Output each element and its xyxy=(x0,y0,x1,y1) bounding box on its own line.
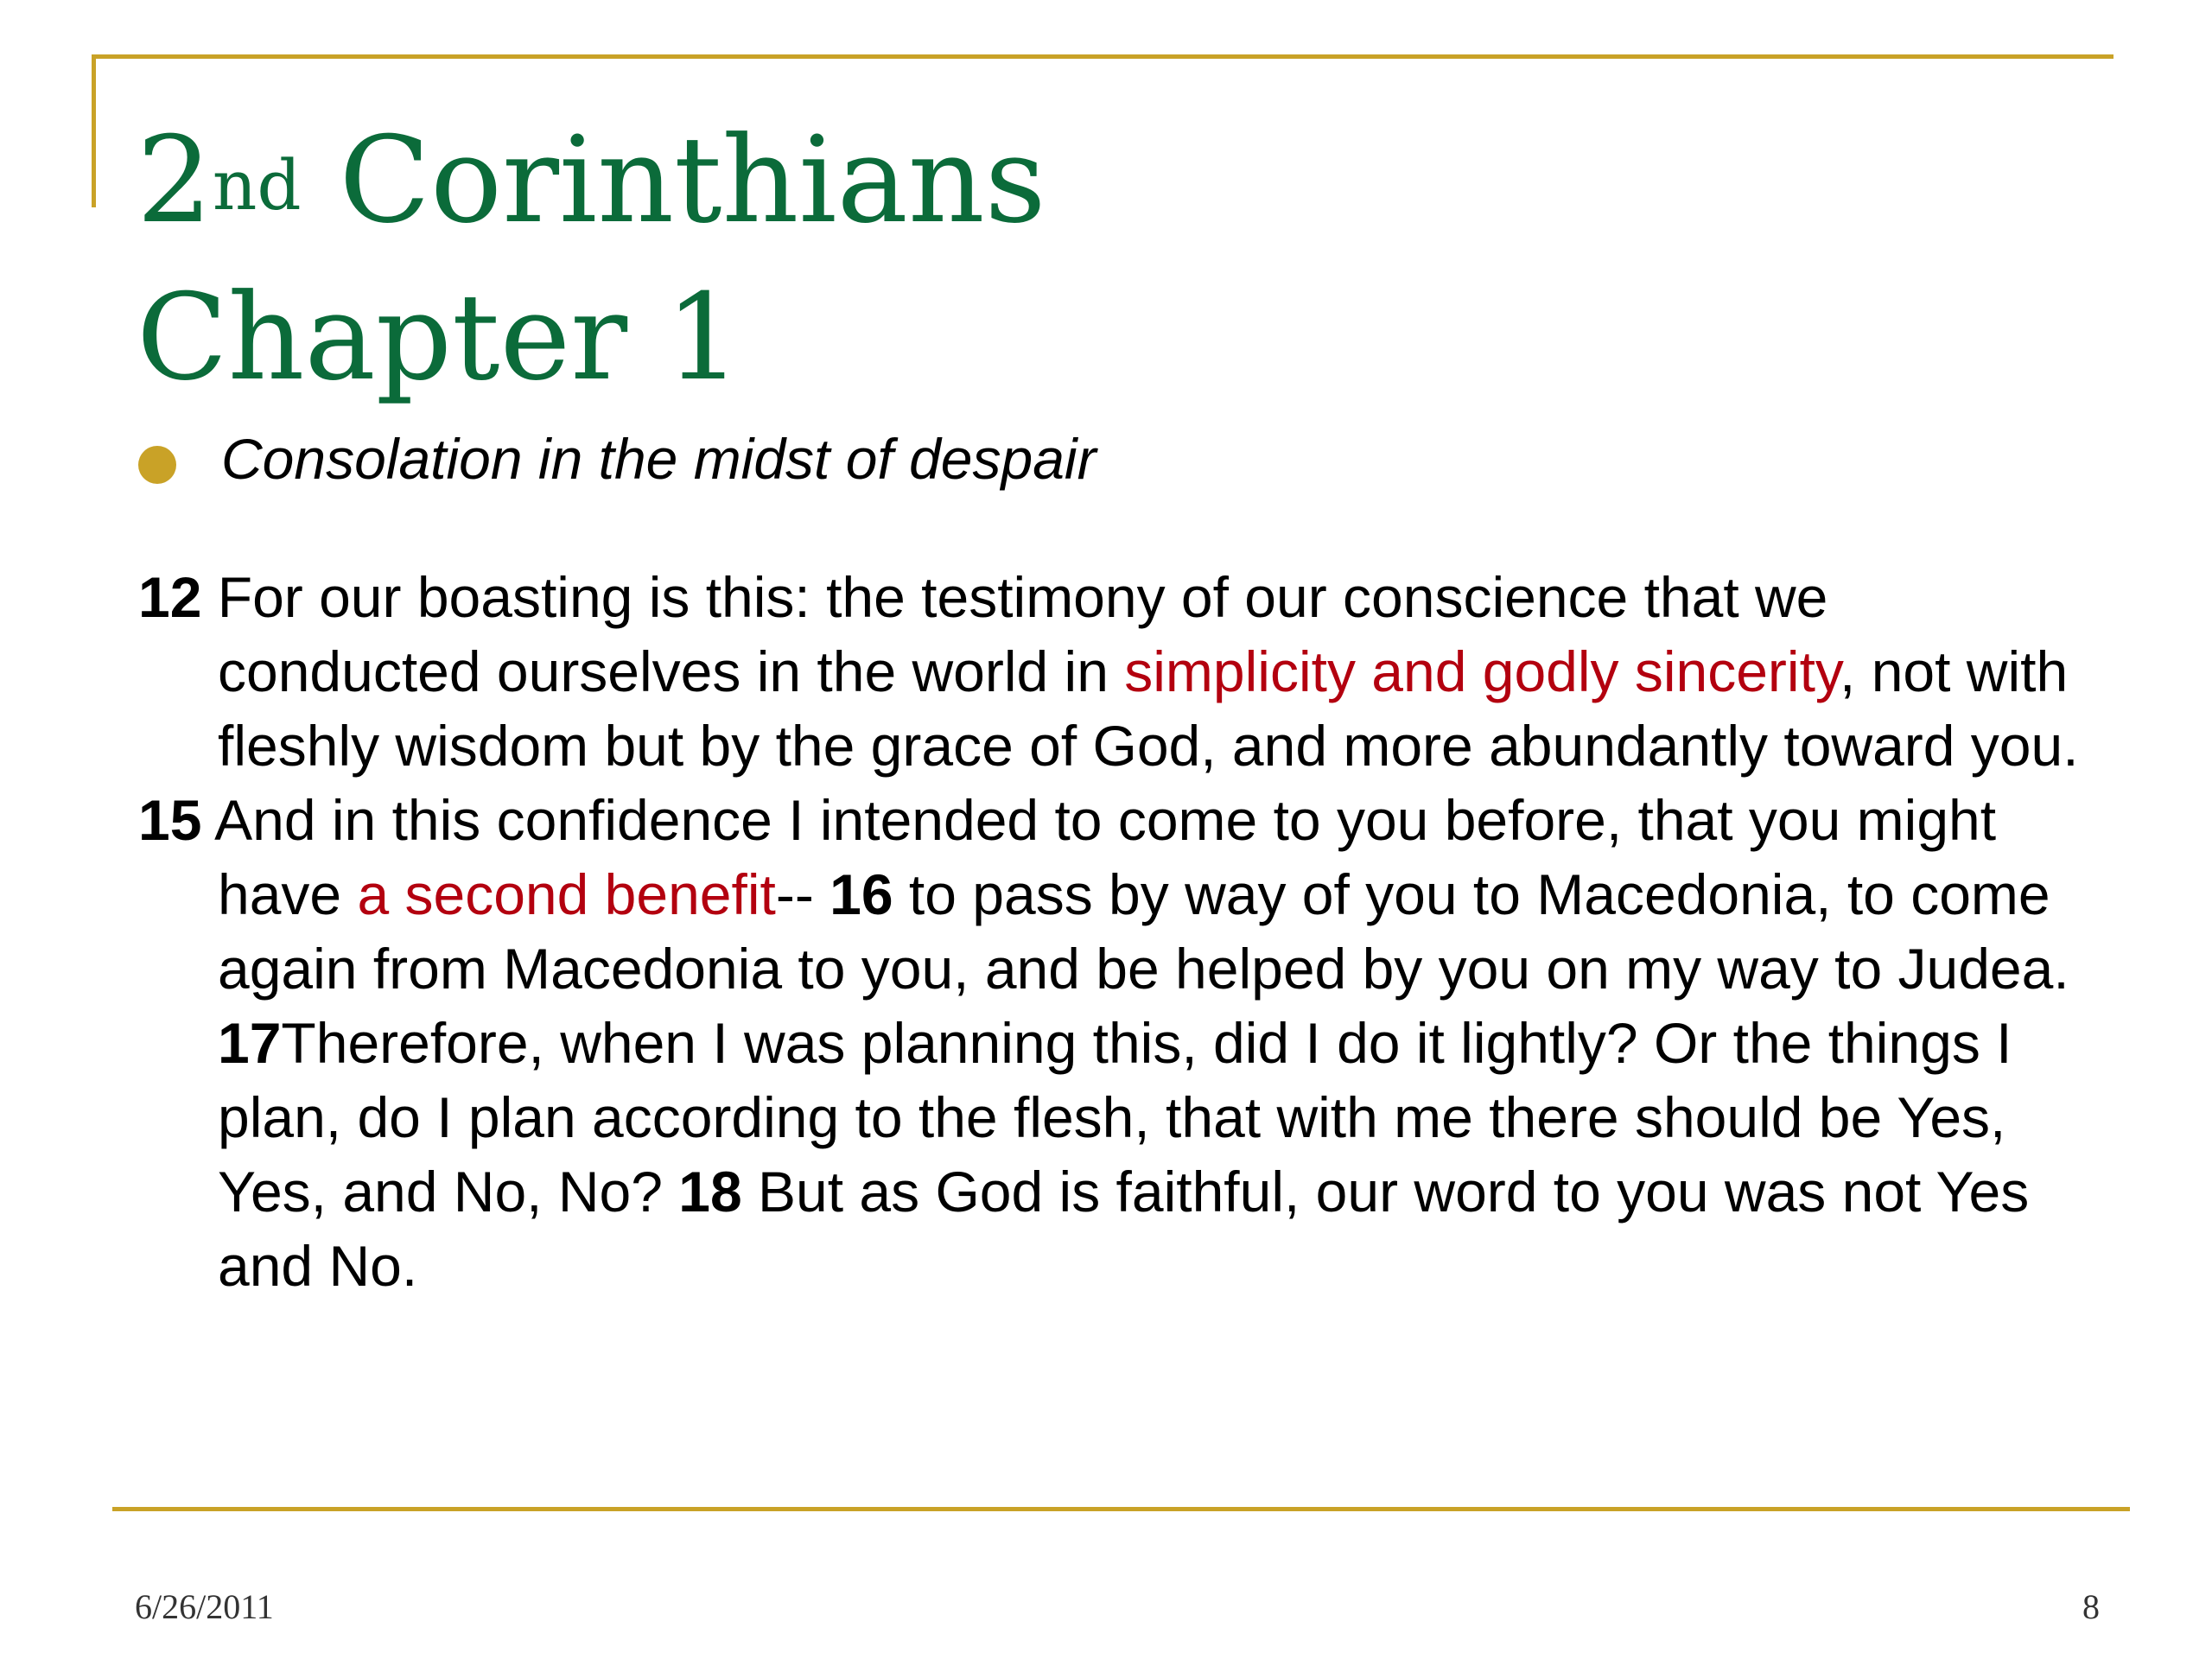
verse-text: But as God is faithful, our word to you was not Yes and No. xyxy=(218,1160,2030,1298)
title-ordinal-suffix: nd xyxy=(212,145,302,226)
verse-number: 18 xyxy=(678,1160,742,1224)
verse-highlight: simplicity and godly sincerity xyxy=(1124,639,1840,703)
verse-text: For our boasting is this: the testimony of our conscience that we conducted ourselves in the world in xyxy=(201,565,1828,703)
verse-number: 16 xyxy=(830,862,893,926)
title-book: Corinthians xyxy=(339,111,1046,250)
verse-text: Therefore, when I was planning this, did I do it lightly? Or the things I plan, do I plan according to the flesh, that with me there should be Yes, Yes, and No, No? xyxy=(218,1011,2012,1224)
verse-block xyxy=(138,560,2091,1303)
verse-text: to pass by way of you to Macedonia, to come again from Macedonia to you, and be helped by you on my way to Judea. xyxy=(218,862,2069,1001)
verse-number: 12 xyxy=(138,565,202,629)
verse-number: 17 xyxy=(218,1011,282,1075)
verse-text: And in this confidence I intended to come to you before, that you might have xyxy=(201,788,1997,926)
verse-text: , not with fleshly wisdom but by the grace of God, and more abundantly toward you. xyxy=(218,639,2079,778)
verse-15 xyxy=(138,783,2091,1303)
title-number: 2 xyxy=(137,111,213,250)
footer-date: 6/26/2011 xyxy=(135,1587,274,1626)
bullet-subtitle: Consolation in the midst of despair xyxy=(221,427,1096,491)
left-border-line xyxy=(92,54,96,207)
title-chapter: Chapter 1 xyxy=(137,268,741,407)
bottom-border-line xyxy=(112,1507,2130,1511)
verse-12 xyxy=(138,560,2091,783)
bullet-dot-icon xyxy=(138,446,176,484)
bullet-item xyxy=(138,428,1096,490)
verse-text: -- xyxy=(775,862,830,926)
slide-title xyxy=(137,102,1046,416)
footer-page-number: 8 xyxy=(2082,1587,2100,1626)
verse-highlight: a second benefit xyxy=(357,862,776,926)
verse-number: 15 xyxy=(138,788,202,852)
top-border-line xyxy=(92,54,2113,59)
